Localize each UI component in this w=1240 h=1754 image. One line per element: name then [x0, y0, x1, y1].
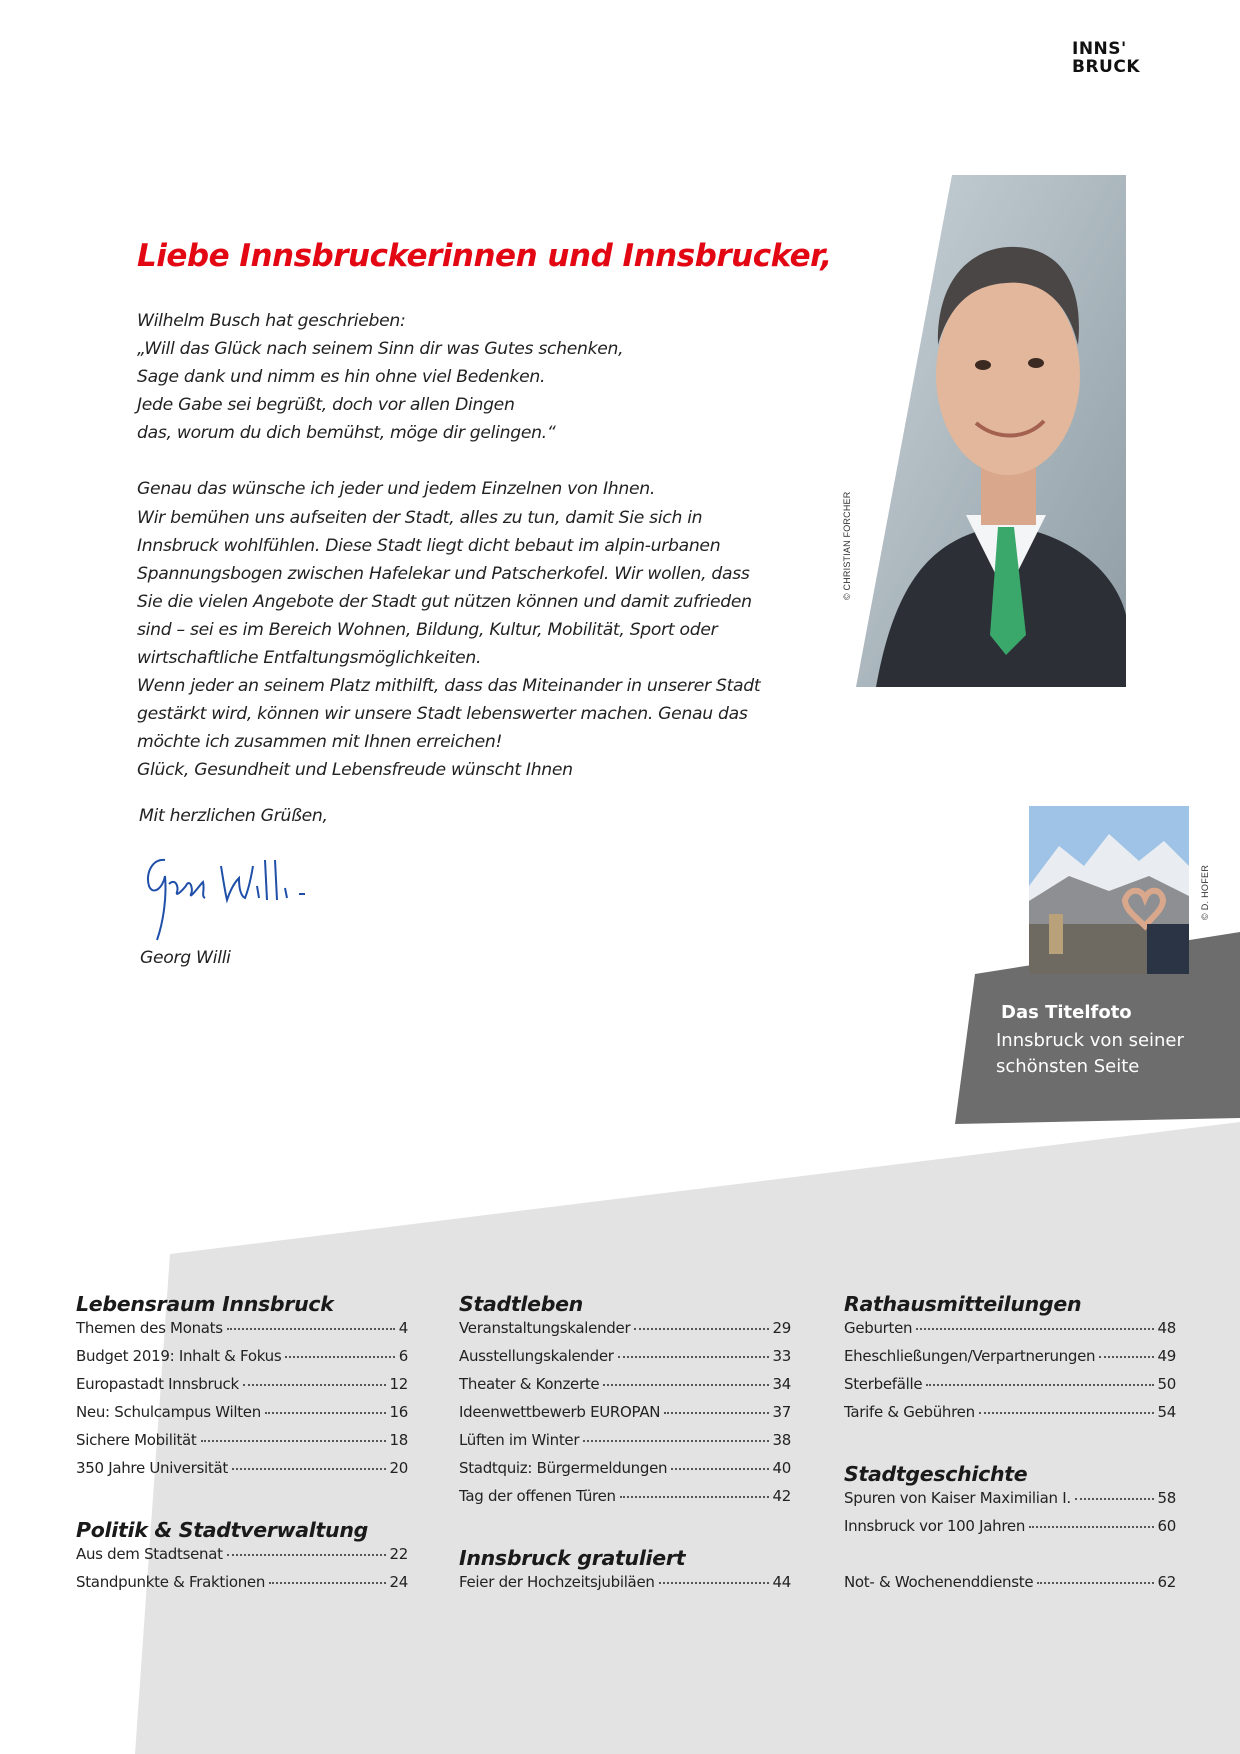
- toc-section-heading: Innsbruck gratuliert: [459, 1546, 686, 1570]
- toc-dot-leader: [979, 1412, 1154, 1414]
- toc-entry[interactable]: [459, 1403, 791, 1431]
- toc-dot-leader: [916, 1328, 1153, 1330]
- toc-entry[interactable]: [844, 1347, 1176, 1375]
- toc-section-spacer: [76, 1487, 408, 1515]
- toc-entry[interactable]: [459, 1487, 791, 1515]
- toc-dot-leader: [583, 1440, 768, 1442]
- toc-entry[interactable]: [459, 1319, 791, 1347]
- toc-entry-page: 50: [1157, 1375, 1176, 1393]
- toc-section-heading: Stadtgeschichte: [844, 1462, 1028, 1486]
- letter-body: [137, 307, 761, 785]
- toc-entry[interactable]: [844, 1573, 1176, 1601]
- toc-section-spacer: [844, 1431, 1176, 1459]
- toc-dot-leader: [1075, 1498, 1154, 1500]
- toc-entry-label: Stadtquiz: Bürgermeldungen: [459, 1459, 668, 1477]
- title-photo-heading: Das Titelfoto: [1001, 1002, 1132, 1023]
- letter-line: sind – sei es im Bereich Wohnen, Bildung, Kultur, Mobilität, Sport oder: [137, 619, 718, 640]
- toc-dot-leader: [227, 1554, 386, 1556]
- toc-entry-page: 44: [772, 1573, 791, 1591]
- letter-line: Glück, Gesundheit und Lebensfreude wünscht Ihnen: [137, 760, 573, 781]
- toc-entry-page: 40: [772, 1459, 791, 1477]
- toc-entry[interactable]: [76, 1459, 408, 1487]
- letter-greeting: Mit herzlichen Grüßen,: [139, 806, 328, 826]
- toc-entry[interactable]: [76, 1319, 408, 1347]
- toc-entry-page: 18: [389, 1431, 408, 1449]
- toc-dot-leader: [1037, 1582, 1153, 1584]
- letter-line: Spannungsbogen zwischen Hafelekar und Patscherkofel. Wir wollen, dass: [137, 563, 750, 584]
- toc-entry-label: Neu: Schulcampus Wilten: [76, 1403, 261, 1421]
- toc-dot-leader: [232, 1468, 386, 1470]
- letter-line: Sage dank und nimm es hin ohne viel Bedenken.: [137, 367, 546, 388]
- toc-entry-label: Tag der offenen Türen: [459, 1487, 616, 1505]
- toc-entry-label: Not- & Wochenenddienste: [844, 1573, 1034, 1591]
- toc-entry-page: 22: [389, 1545, 408, 1563]
- letter-line: möchte ich zusammen mit Ihnen erreichen!: [137, 732, 503, 753]
- toc-entry-page: 48: [1157, 1319, 1176, 1337]
- toc-dot-leader: [285, 1356, 394, 1358]
- toc-entry[interactable]: [76, 1403, 408, 1431]
- toc-dot-leader: [671, 1468, 768, 1470]
- toc-entry[interactable]: [459, 1347, 791, 1375]
- toc-entry[interactable]: [844, 1375, 1176, 1403]
- toc-entry-label: 350 Jahre Universität: [76, 1459, 228, 1477]
- toc-entry-page: 54: [1157, 1403, 1176, 1421]
- logo-line-2: BRUCK: [1072, 57, 1141, 77]
- toc-entry-label: Feier der Hochzeitsjubiläen: [459, 1573, 655, 1591]
- toc-column-1: [76, 1289, 408, 1601]
- toc-dot-leader: [926, 1384, 1153, 1386]
- toc-entry-page: 24: [389, 1573, 408, 1591]
- letter-line: das, worum du dich bemühst, möge dir gelingen.“: [137, 423, 556, 444]
- toc-entry[interactable]: [76, 1347, 408, 1375]
- toc-entry[interactable]: [459, 1431, 791, 1459]
- toc-entry-page: 42: [772, 1487, 791, 1505]
- toc-entry[interactable]: [459, 1375, 791, 1403]
- mayor-portrait-photo: [856, 175, 1126, 687]
- toc-entry[interactable]: [76, 1431, 408, 1459]
- toc-entry-label: Eheschließungen/Verpartnerungen: [844, 1347, 1096, 1365]
- toc-entry-page: 60: [1157, 1517, 1176, 1535]
- toc-dot-leader: [659, 1582, 769, 1584]
- toc-entry-label: Sterbefälle: [844, 1375, 923, 1393]
- letter-line: Genau das wünsche ich jeder und jedem Einzelnen von Ihnen.: [137, 479, 656, 500]
- letter-line: Wilhelm Busch hat geschrieben:: [137, 311, 406, 331]
- toc-entry-page: 4: [398, 1319, 408, 1337]
- toc-entry-label: Theater & Konzerte: [459, 1375, 600, 1393]
- toc-entry[interactable]: [459, 1459, 791, 1487]
- toc-entry-label: Geburten: [844, 1319, 913, 1337]
- toc-entry[interactable]: [76, 1573, 408, 1601]
- toc-section-heading: Lebensraum Innsbruck: [76, 1292, 334, 1316]
- toc-column-2: [459, 1289, 791, 1601]
- toc-entry-page: 29: [772, 1319, 791, 1337]
- toc-entry[interactable]: [844, 1319, 1176, 1347]
- signature-image: [135, 838, 315, 948]
- portrait-credit: © CHRISTIAN FORCHER: [842, 491, 852, 600]
- toc-entry[interactable]: [76, 1545, 408, 1573]
- innsbruck-logo: [1072, 40, 1140, 76]
- letter-line: Innsbruck wohlfühlen. Diese Stadt liegt dicht bebaut im alpin-urbanen: [137, 535, 721, 556]
- letter-line: wirtschaftliche Entfaltungsmöglichkeiten.: [137, 648, 482, 669]
- toc-dot-leader: [634, 1328, 768, 1330]
- toc-entry[interactable]: [459, 1573, 791, 1601]
- toc-entry-page: 16: [389, 1403, 408, 1421]
- toc-column-3: [844, 1289, 1176, 1601]
- toc-entry-page: 6: [398, 1347, 408, 1365]
- toc-dot-leader: [664, 1412, 768, 1414]
- toc-section-heading: Politik & Stadtverwaltung: [76, 1518, 368, 1542]
- toc-section-spacer: [844, 1545, 1176, 1573]
- toc-entry-label: Veranstaltungskalender: [459, 1319, 631, 1337]
- letter-line: „Will das Glück nach seinem Sinn dir was Gutes schenken,: [137, 339, 624, 360]
- toc-entry-label: Aus dem Stadtsenat: [76, 1545, 223, 1563]
- toc-entry-label: Ausstellungskalender: [459, 1347, 614, 1365]
- letter-line: Wir bemühen uns aufseiten der Stadt, alles zu tun, damit Sie sich in: [137, 507, 703, 528]
- toc-dot-leader: [227, 1328, 395, 1330]
- toc-entry-label: Lüften im Winter: [459, 1431, 580, 1449]
- toc-entry-page: 38: [772, 1431, 791, 1449]
- letter-headline: Liebe Innsbruckerinnen und Innsbrucker,: [137, 238, 832, 274]
- toc-entry-label: Europastadt Innsbruck: [76, 1375, 239, 1393]
- toc-entry-label: Standpunkte & Fraktionen: [76, 1573, 266, 1591]
- title-photo-caption-line: Innsbruck von seiner: [996, 1030, 1184, 1051]
- letter-line: Sie die vielen Angebote der Stadt gut nützen können und damit zufrieden: [137, 591, 752, 612]
- toc-dot-leader: [243, 1384, 386, 1386]
- toc-entry-page: 33: [772, 1347, 791, 1365]
- toc-entry-label: Ideenwettbewerb EUROPAN: [459, 1403, 661, 1421]
- title-photo-caption: [996, 1028, 1184, 1080]
- toc-entry[interactable]: [844, 1403, 1176, 1431]
- title-photo-thumbnail: [1029, 806, 1189, 974]
- letter-line: gestärkt wird, können wir unsere Stadt lebenswerter machen. Genau das: [137, 704, 748, 725]
- toc-entry-page: 37: [772, 1403, 791, 1421]
- toc-dot-leader: [620, 1496, 769, 1498]
- letter-line: Wenn jeder an seinem Platz mithilft, dass das Miteinander in unserer Stadt: [137, 676, 761, 697]
- toc-section-heading: Stadtleben: [459, 1292, 583, 1316]
- toc-entry-label: Themen des Monats: [76, 1319, 223, 1337]
- toc-entry-page: 58: [1157, 1489, 1176, 1507]
- toc-entry[interactable]: [844, 1489, 1176, 1517]
- toc-entry-page: 49: [1157, 1347, 1176, 1365]
- title-photo-caption-line: schönsten Seite: [996, 1056, 1140, 1077]
- toc-entry[interactable]: [844, 1517, 1176, 1545]
- toc-entry-label: Spuren von Kaiser Maximilian I.: [844, 1489, 1071, 1507]
- toc-dot-leader: [1099, 1356, 1153, 1358]
- toc-dot-leader: [265, 1412, 386, 1414]
- toc-entry-label: Innsbruck vor 100 Jahren: [844, 1517, 1026, 1535]
- toc-section-heading: Rathausmitteilungen: [844, 1292, 1082, 1316]
- toc-entry[interactable]: [76, 1375, 408, 1403]
- toc-dot-leader: [1029, 1526, 1153, 1528]
- toc-entry-label: Sichere Mobilität: [76, 1431, 197, 1449]
- toc-dot-leader: [603, 1384, 768, 1386]
- toc-dot-leader: [618, 1356, 769, 1358]
- toc-entry-page: 34: [772, 1375, 791, 1393]
- paragraph-gap: [137, 447, 757, 475]
- letter-line: Jede Gabe sei begrüßt, doch vor allen Dingen: [137, 395, 515, 416]
- toc-entry-page: 12: [389, 1375, 408, 1393]
- toc-section-spacer: [459, 1515, 791, 1543]
- logo-line-1: INNS': [1072, 39, 1127, 59]
- toc-dot-leader: [201, 1440, 386, 1442]
- signer-name: Georg Willi: [140, 948, 231, 968]
- title-photo-credit: © D. HOFER: [1200, 864, 1210, 920]
- toc-entry-page: 62: [1157, 1573, 1176, 1591]
- toc-entry-page: 20: [389, 1459, 408, 1477]
- toc-entry-label: Budget 2019: Inhalt & Fokus: [76, 1347, 282, 1365]
- toc-dot-leader: [269, 1582, 385, 1584]
- toc-entry-label: Tarife & Gebühren: [844, 1403, 975, 1421]
